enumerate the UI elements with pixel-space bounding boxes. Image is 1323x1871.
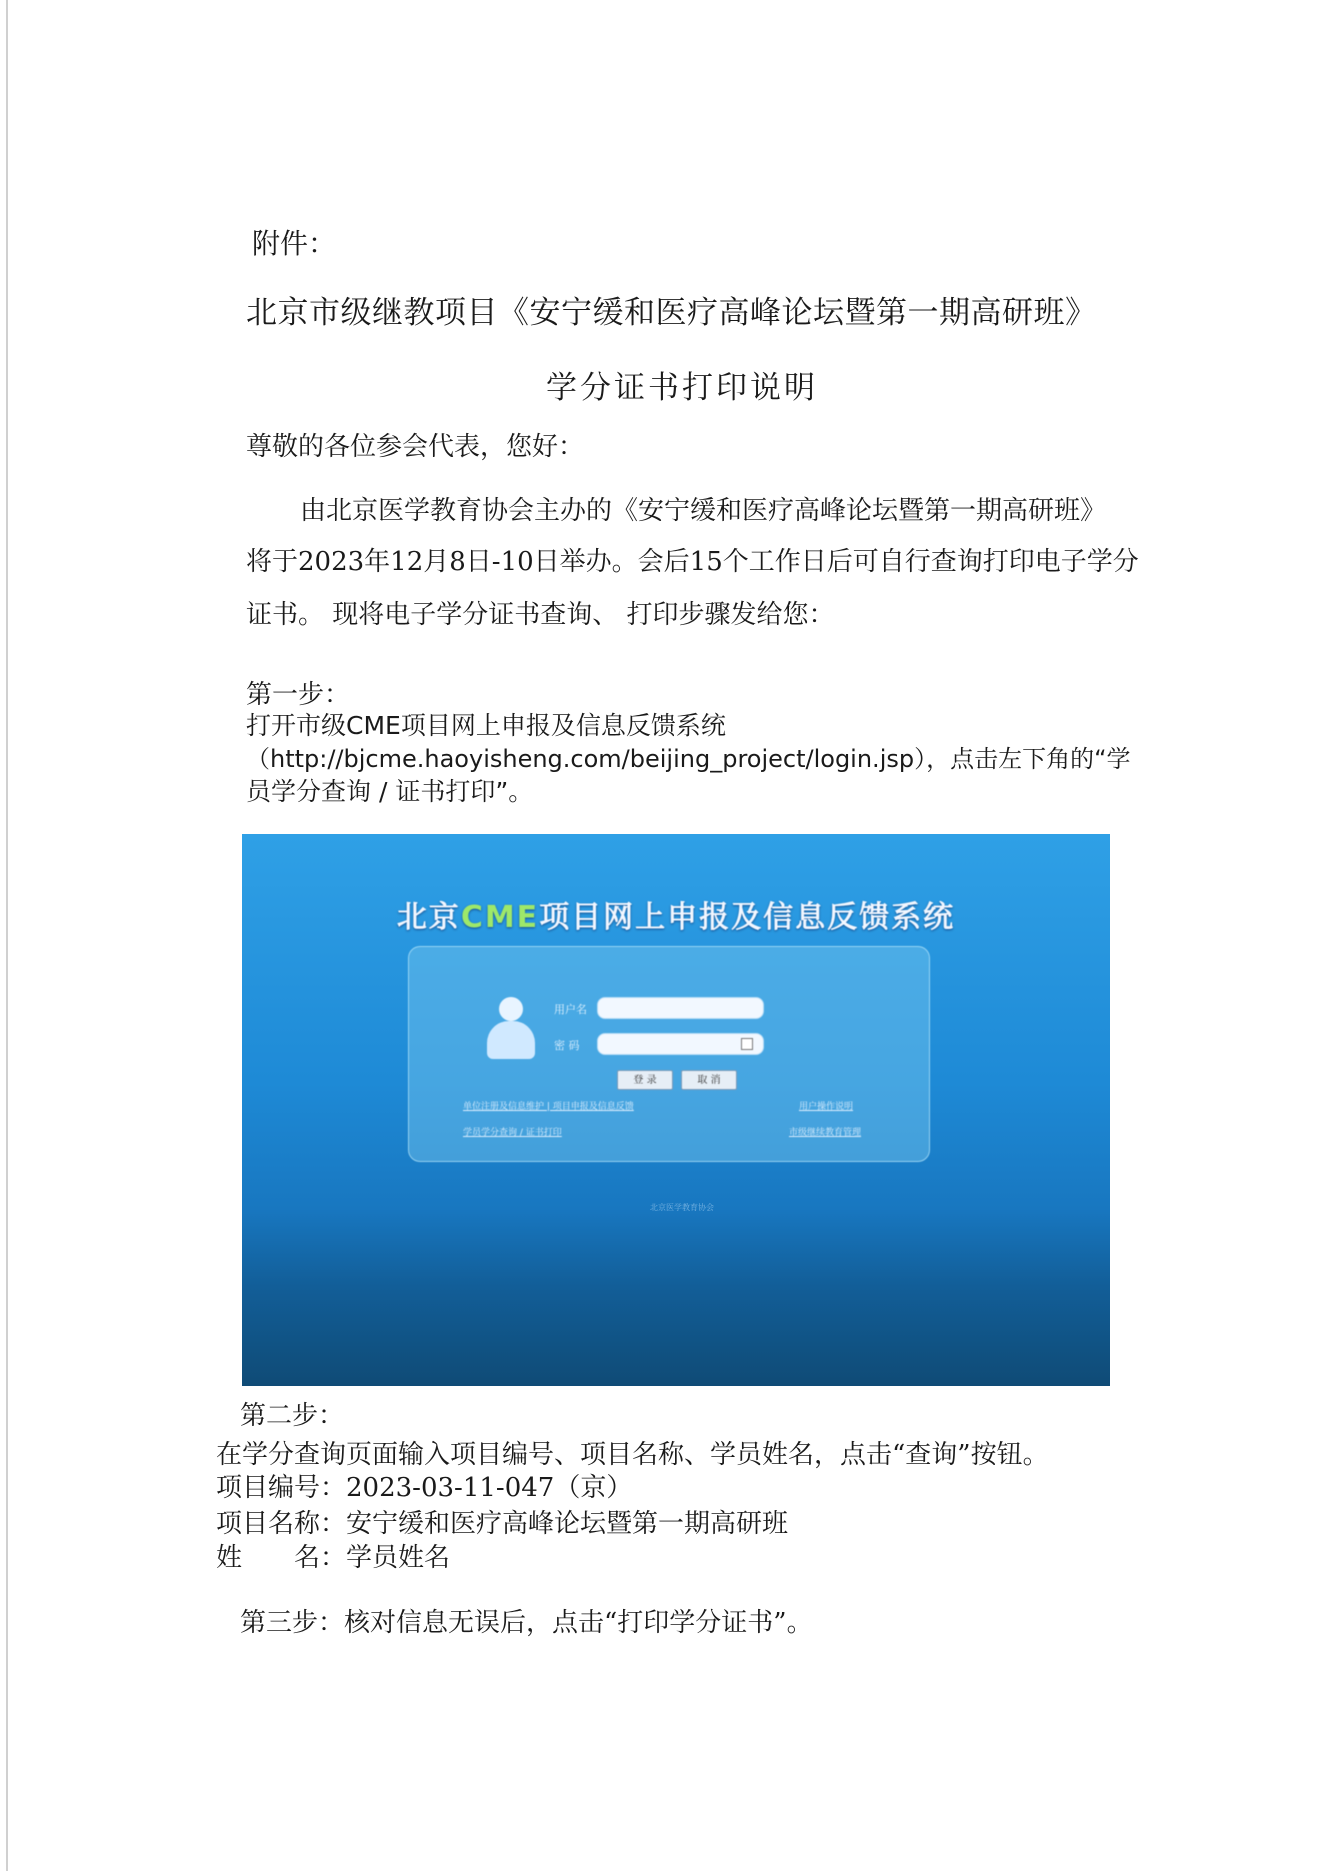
student-credit-query-link[interactable]: 学员学分查询 / 证书打印 (463, 1128, 562, 1138)
attachment-label: 附件： (252, 227, 337, 260)
system-title-prefix: 北京 (396, 900, 461, 935)
step2-heading: 第二步： (240, 1401, 345, 1431)
login-panel (408, 946, 930, 1162)
scan-edge (6, 0, 8, 1871)
step1-url-line: （http://bjcme.haoyisheng.com/beijing_project/login.jsp），点击左下角的“学 (246, 745, 1131, 773)
student-name-label: 姓 名： (216, 1543, 347, 1573)
cancel-button[interactable]: 取 消 (681, 1070, 737, 1090)
greeting: 尊敬的各位参会代表，您好： (246, 432, 585, 462)
step1-heading: 第一步： (246, 680, 351, 710)
system-footer: 北京医学教育协会 (650, 1203, 714, 1212)
project-number: 项目编号：2023-03-11-047（京） (216, 1473, 633, 1503)
student-name-value: 学员姓名 (346, 1543, 451, 1573)
password-input[interactable] (597, 1033, 764, 1055)
document-subtitle: 学分证书打印说明 (546, 370, 818, 406)
user-avatar-icon (481, 997, 541, 1063)
intro-line-3: 证书。 现将电子学分证书查询、 打印步骤发给您： (246, 600, 835, 630)
admin-link[interactable]: 市级继续教育管理 (789, 1128, 862, 1138)
step1-line-1: 打开市级CME项目网上申报及信息反馈系统 (246, 711, 726, 740)
project-name: 项目名称：安宁缓和医疗高峰论坛暨第一期高研班 (216, 1509, 789, 1539)
intro-line-1: 由北京医学教育协会主办的《安宁缓和医疗高峰论坛暨第一期高研班》 (300, 496, 1107, 526)
remember-checkbox[interactable] (741, 1038, 753, 1050)
register-link[interactable]: 单位注册及信息维护 | 项目申报及信息反馈 (463, 1102, 634, 1112)
step1-line-3: 员学分查询 / 证书打印”。 (246, 777, 534, 806)
intro-line-2: 将于2023年12月8日-10日举办。会后15个工作日后可自行查询打印电子学分 (246, 547, 1139, 577)
system-title-suffix: 项目网上申报及信息反馈系统 (539, 900, 956, 935)
login-button[interactable]: 登 录 (617, 1070, 673, 1090)
username-label: 用户名 (554, 1003, 587, 1016)
system-title (242, 892, 1110, 936)
password-label: 密 码 (554, 1039, 580, 1052)
step3-line: 第三步：核对信息无误后，点击“打印学分证书”。 (240, 1608, 813, 1638)
login-system-screenshot (242, 834, 1110, 1386)
user-guide-link[interactable]: 用户操作说明 (799, 1102, 854, 1112)
step2-instruction: 在学分查询页面输入项目编号、项目名称、学员姓名，点击“查询”按钮。 (216, 1440, 1049, 1470)
document-title: 北京市级继教项目《安宁缓和医疗高峰论坛暨第一期高研班》 (246, 295, 1097, 331)
username-input[interactable] (597, 997, 764, 1019)
student-name (216, 1537, 450, 1574)
system-title-cme: CME (460, 900, 540, 935)
